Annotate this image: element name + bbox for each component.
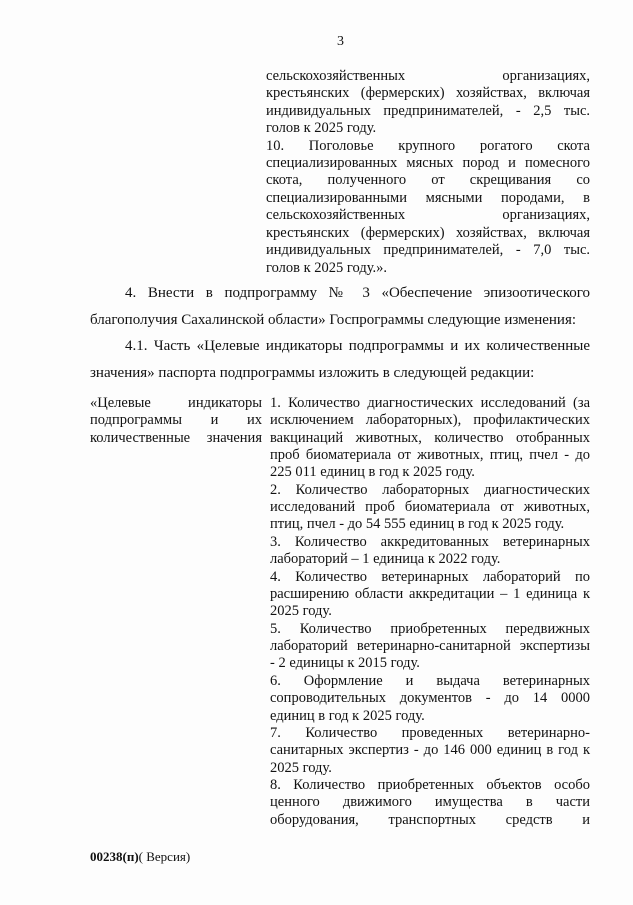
text-line: санитарных экспертиз - до 146 000 единиц в год к — [270, 742, 590, 759]
text-line: «Целевые индикаторы — [90, 394, 262, 411]
list-item-10 — [266, 138, 590, 278]
indicator-item — [270, 569, 590, 621]
indicator-item — [270, 673, 590, 725]
page-footer — [90, 849, 190, 865]
paragraph-4-1 — [90, 333, 590, 386]
indicator-item — [270, 482, 590, 534]
text-line: 4.1. Часть «Целевые индикаторы подпрограммы и их количественные — [125, 338, 590, 354]
text-line: 7. Количество проведенных ветеринарно- — [270, 724, 590, 741]
text-line: 2025 году. — [270, 759, 332, 776]
text-line: лабораторий – 1 единица к 2022 году. — [270, 551, 501, 568]
text-line: расширению области аккредитации – 1 единица к — [270, 585, 590, 602]
text-line: исключением лабораторных), профилактических — [270, 412, 590, 429]
text-line: вакцинаций животных, количество отобранных — [270, 429, 590, 446]
text-line: сопроводительных документов - до 14 0000 — [270, 690, 590, 707]
indicator-item — [270, 725, 590, 777]
text-line: - 2 единицы к 2015 году. — [270, 655, 420, 672]
text-line: крестьянских (фермерских) хозяйствах, включая — [266, 224, 590, 241]
text-line: 5. Количество приобретенных передвижных — [270, 620, 590, 637]
page-number: 3 — [337, 34, 344, 49]
text-line: 2025 году. — [270, 603, 332, 620]
indicator-list — [270, 395, 590, 829]
text-line: оборудования, транспортных средств и — [270, 811, 590, 828]
text-line: 10. Поголовье крупного рогатого скота — [266, 137, 590, 154]
amendment-paragraphs — [90, 280, 590, 386]
text-line: индивидуальных предпринимателей, - 2,5 тыс. — [266, 102, 590, 119]
text-line: подпрограммы и их — [90, 412, 262, 429]
text-line: благополучия Сахалинской области» Госпрограммы следующие изменения: — [90, 311, 577, 328]
text-line: сельскохозяйственных организациях, — [266, 67, 590, 84]
text-line: специализированных мясных пород и помесного — [266, 154, 590, 171]
text-line: 4. Количество ветеринарных лабораторий по — [270, 568, 590, 585]
text-line: проб биоматериала от животных, птиц, пчел - до — [270, 446, 590, 463]
text-line: птиц, пчел - до 54 555 единиц в год к 2025 году. — [270, 516, 565, 533]
text-line: сельскохозяйственных организациях, — [266, 207, 590, 224]
text-line: исследований проб биоматериала от животных, — [270, 499, 590, 515]
list-item-9-tail — [266, 68, 590, 138]
text-line: 8. Количество приобретенных объектов особо — [270, 777, 590, 793]
text-line: значения» паспорта подпрограммы изложить в следующей редакции: — [90, 364, 535, 381]
previous-list-continuation — [266, 68, 590, 277]
text-line: количественные значения — [90, 429, 262, 446]
text-line: специализированными мясными породами, в — [266, 189, 590, 206]
paragraph-4 — [90, 280, 590, 333]
footer-doc-code: 00238(п) — [90, 848, 139, 864]
text-line: голов к 2025 году.». — [266, 259, 387, 276]
text-line: 1. Количество диагностических исследований (за — [270, 394, 590, 411]
footer-version: ( Версия) — [138, 848, 191, 864]
text-line: голов к 2025 году. — [266, 120, 377, 137]
indicator-item — [270, 777, 590, 829]
indicator-section-label — [90, 395, 262, 447]
text-line: 3. Количество аккредитованных ветеринарных — [270, 533, 590, 550]
text-line: 4. Внести в подпрограмму № 3 «Обеспечение эпизоотического — [125, 285, 590, 301]
text-line: ценного движимого имущества в части — [270, 794, 590, 811]
text-line: лабораторий ветеринарно-санитарной экспертизы — [270, 638, 590, 654]
text-line: скота, полученного от скрещивания со — [266, 172, 590, 189]
indicator-item — [270, 534, 590, 569]
indicator-item — [270, 395, 590, 482]
text-line: 2. Количество лабораторных диагностических — [270, 481, 590, 498]
indicator-item — [270, 621, 590, 673]
text-line: 6. Оформление и выдача ветеринарных — [270, 672, 590, 689]
text-line: индивидуальных предпринимателей, - 7,0 тыс. — [266, 242, 590, 259]
text-line: крестьянских (фермерских) хозяйствах, включая — [266, 85, 590, 102]
text-line: 225 011 единиц в год к 2025 году. — [270, 464, 475, 481]
text-line: единиц в год к 2025 году. — [270, 707, 425, 724]
